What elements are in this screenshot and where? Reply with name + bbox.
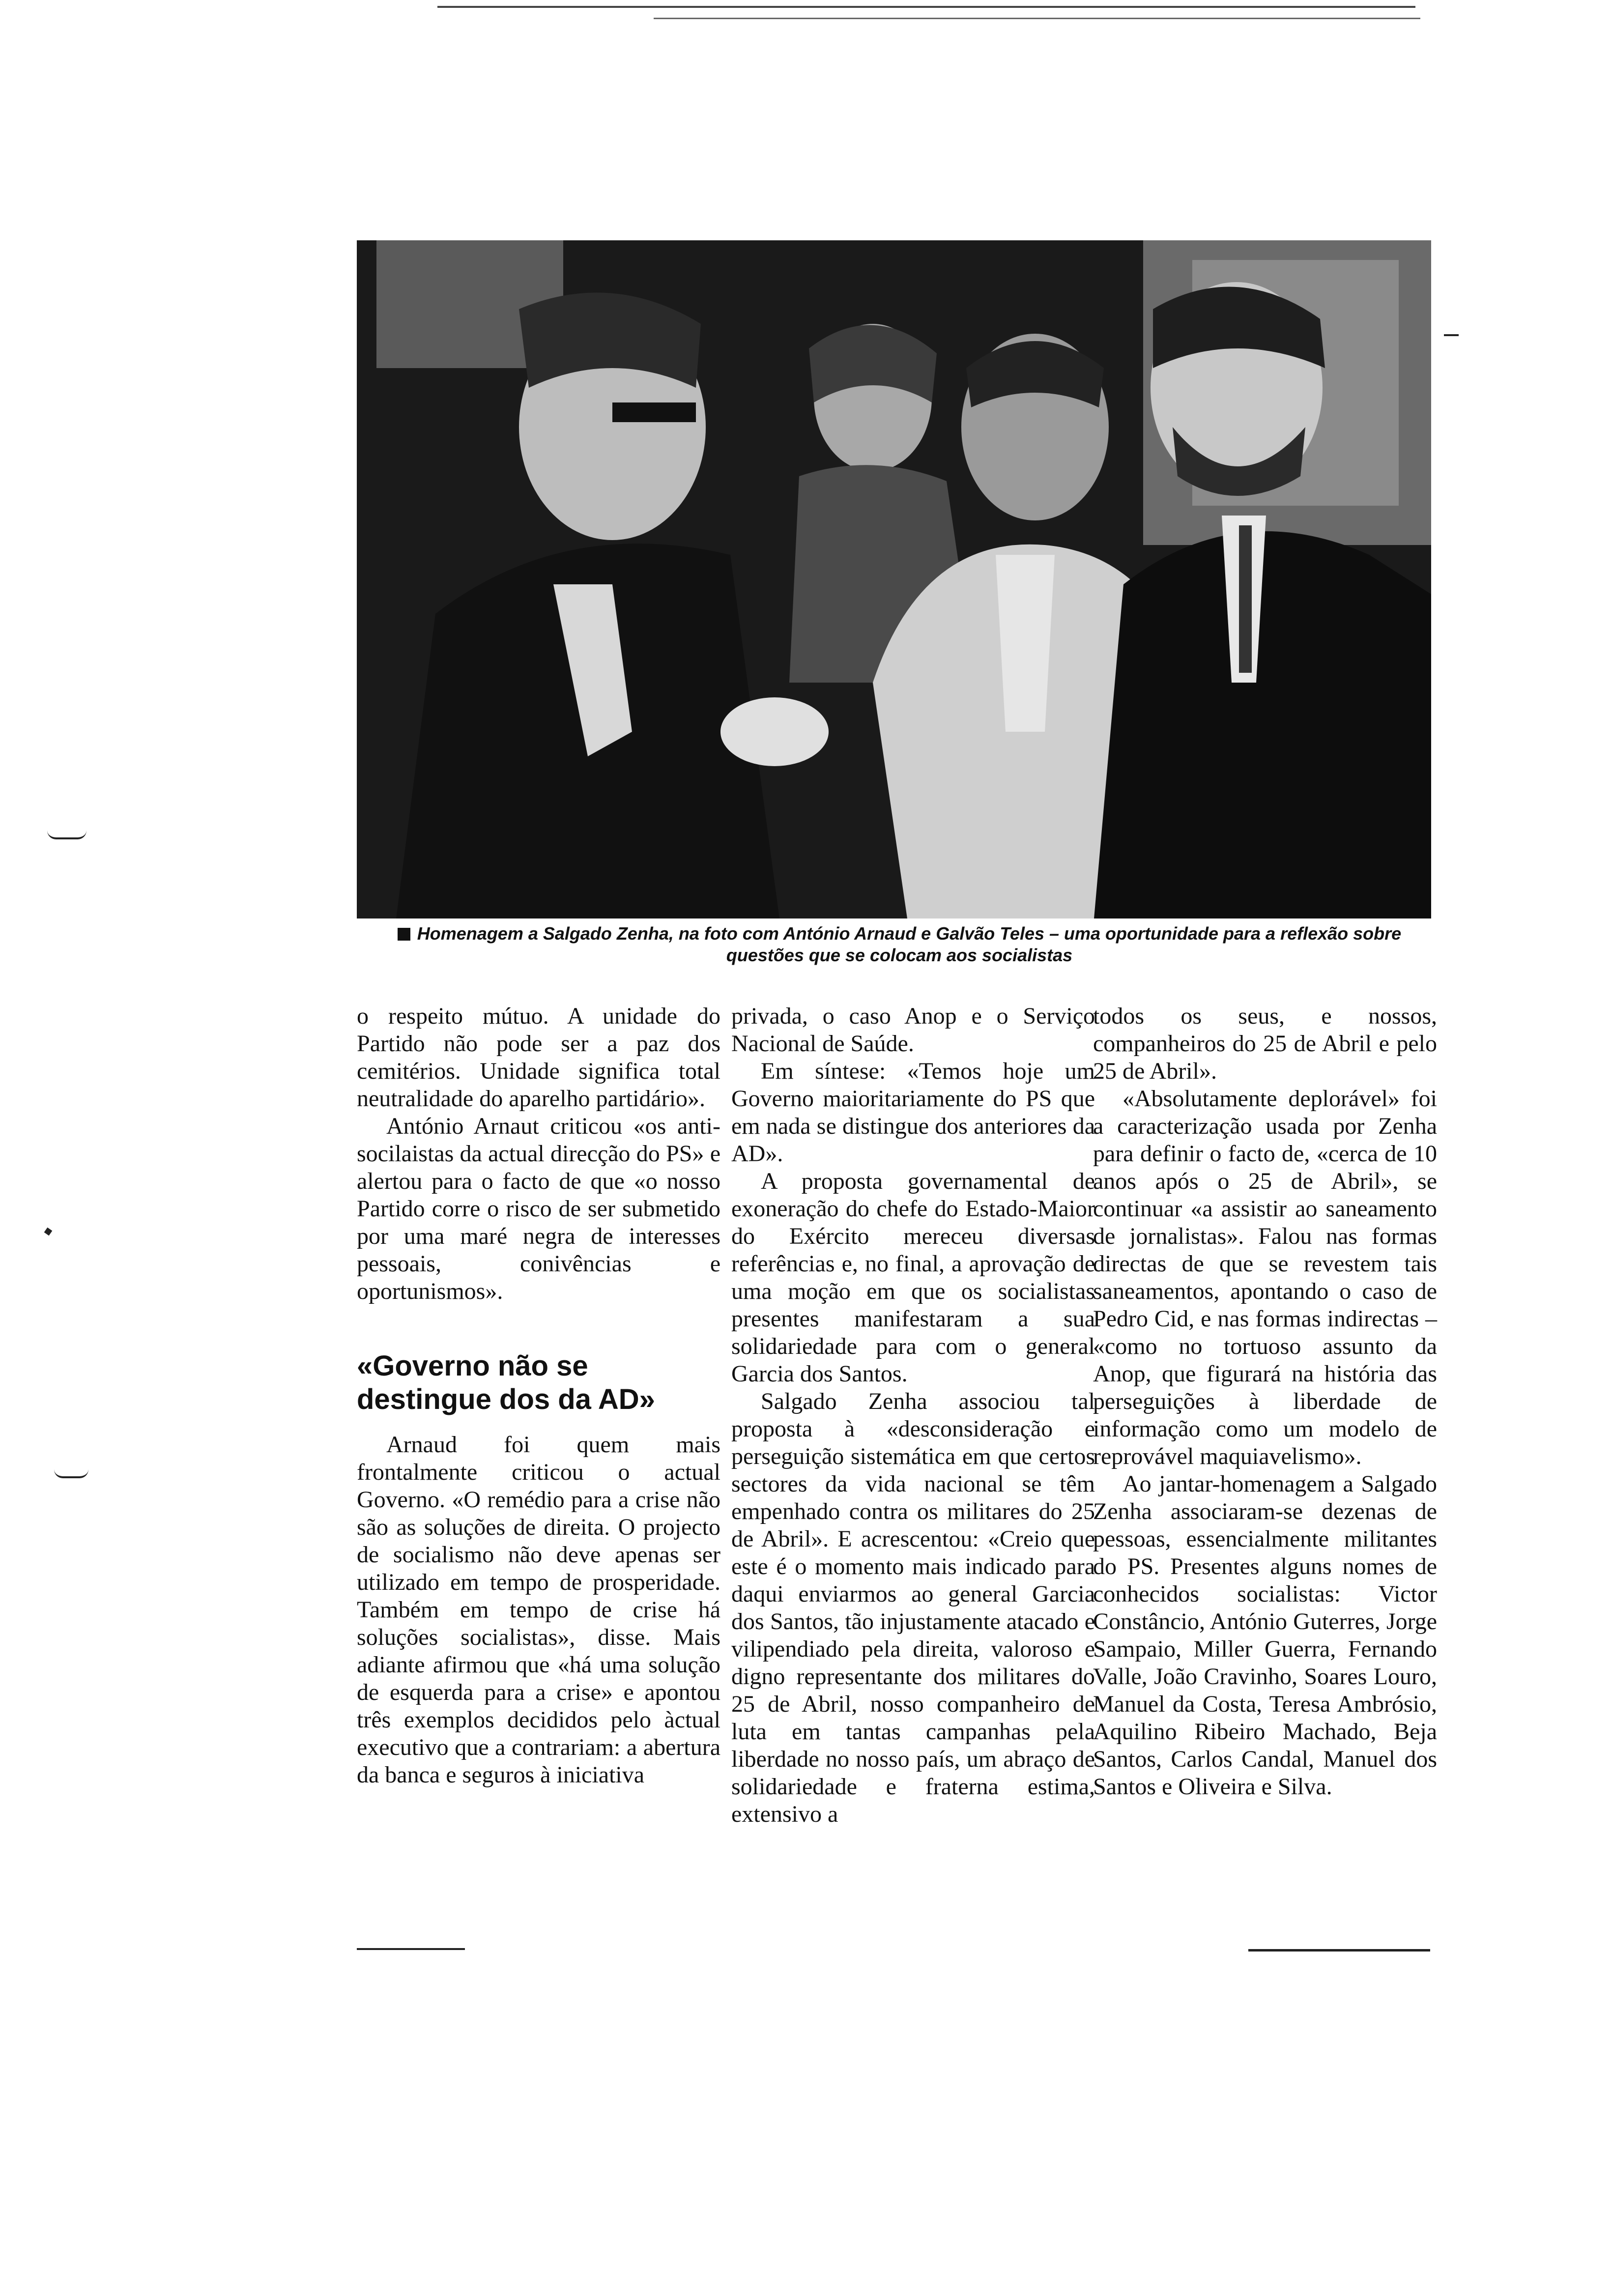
col1-paragraph-1: o respeito mútuo. A unidade do Partido não pode ser a paz dos cemitérios. Unidade significa total neutralidade do aparelho partidário».: [357, 1003, 720, 1112]
col2-paragraph-4: Salgado Zenha associou tal proposta à «desconsideração e perseguição sistemática em que certos sectores da vida nacional se têm empenhado contra os militares do 25 de Abril». E acrescentou: «Creio que este é o momento mais indicado para daqui enviarmos ao general Garcia dos Santos, tão injustamente atacado e vilipendiado pela direita, valoroso e digno representante dos militares do 25 de Abril, nosso companheiro de luta em tantas campanhas pela liberdade no nosso país, um abraço de solidariedade e fraterna estima, extensivo a: [731, 1388, 1095, 1827]
bottom-rule-left: [357, 1948, 465, 1950]
top-scan-line: [437, 6, 1415, 8]
caption-bullet-icon: [398, 928, 410, 941]
article-column-1: [357, 1003, 720, 1789]
col1-paragraph-3: Arnaud foi quem mais frontalmente criticou o actual Governo. «O remédio para a crise não são as soluções de direita. O projecto de socialismo não deve apenas ser utilizado em tempo de prosperidade. Também em tempo de crise há soluções socialistas», disse. Mais adiante afirmou que «há uma solução de esquerda para a crise» e apontou três exemplos decididos pelo àctual executivo que a contrariam: a abertura da banca e seguros à iniciativa: [357, 1432, 720, 1788]
margin-mark-3: [44, 1228, 53, 1236]
col2-paragraph-1: privada, o caso Anop e o Serviço Nacional de Saúde.: [731, 1003, 1095, 1057]
col3-paragraph-3: Ao jantar-homenagem a Salgado Zenha associaram-se dezenas de pessoas, essencialmente militantes do PS. Presentes alguns nomes de conhecidos socialistas: Victor Constâncio, António Guterres, Jorge Sampaio, Miller Guerra, Fernando Valle, João Cravinho, Soares Louro, Manuel da Costa, Teresa Ambrósio, Aquilino Ribeiro Machado, Beja Santos, Carlos Candal, Manuel dos Santos e Oliveira e Silva.: [1093, 1471, 1437, 1800]
article-column-2: [731, 1003, 1095, 1828]
top-scan-line-2: [654, 18, 1420, 19]
margin-mark-2: [54, 1469, 88, 1478]
col2-paragraph-2: Em síntese: «Temos hoje um Governo maioritariamente do PS que em nada se distingue dos anteriores da AD».: [731, 1058, 1095, 1167]
caption-text: Homenagem a Salgado Zenha, na foto com António Arnaud e Galvão Teles – uma oportunidade para a reflexão sobre questões que se colocam aos socialistas: [417, 923, 1402, 965]
margin-mark-1: [47, 831, 86, 839]
bottom-rule-right: [1248, 1949, 1430, 1952]
col3-paragraph-1: todos os seus, e nossos, companheiros do 25 de Abril e pelo 25 de Abril».: [1093, 1003, 1437, 1084]
col3-paragraph-2: «Absolutamente deplorável» foi a caracterização usada por Zenha para definir o facto de, «cerca de 10 anos após o 25 de Abril», se continuar «a assistir ao saneamento de jornalistas». Falou nas formas directas de que se revestem tais saneamentos, apontando o caso de Pedro Cid, e nas formas indirectas – «como no tortuoso assunto da Anop, que figurará na história das perseguições à liberdade de informação como um modelo de reprovável maquiavelismo».: [1093, 1086, 1437, 1469]
photo-homenagem-salgado-zenha: [357, 240, 1431, 918]
photo-caption: [364, 923, 1435, 966]
article-column-3: [1093, 1003, 1437, 1801]
col1-paragraph-2: António Arnaut criticou «os anti-socilaistas da actual direcção do PS» e alertou para o facto de que «o nosso Partido corre o risco de ser submetido por uma maré negra de interesses pessoais, conivências e oportunismos».: [357, 1113, 720, 1304]
margin-mark-4: [1444, 334, 1459, 336]
col2-paragraph-3: A proposta governamental de exoneração do chefe do Estado-Maior do Exército mereceu diversas referências e, no final, a aprovação de uma moção em que os socialistas presentes manifestaram a sua solidariedade para com o general Garcia dos Santos.: [731, 1168, 1095, 1387]
article-subheading: «Governo não se destingue dos da AD»: [357, 1350, 655, 1415]
